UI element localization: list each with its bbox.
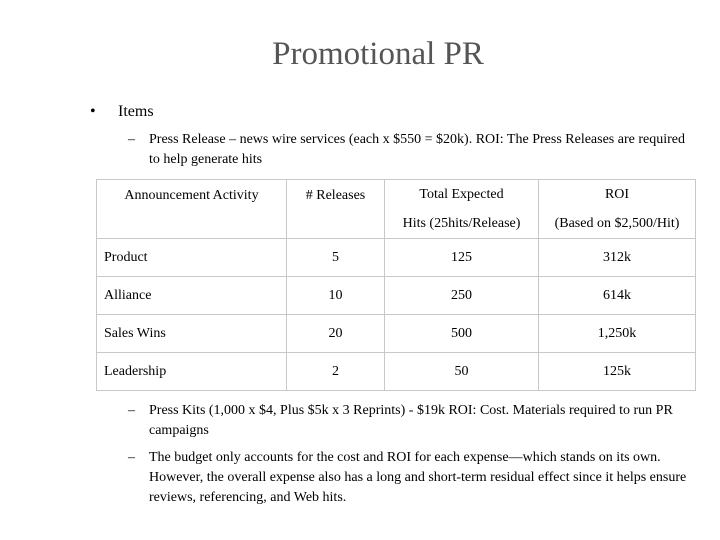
cell-hits: 50 [385,353,539,391]
sub-item-budget-note [128,448,698,508]
header-expected-line2: Hits (25hits/Release) [385,209,539,239]
table-row [97,315,696,353]
releases-table [96,179,696,391]
cell-roi: 312k [539,239,696,277]
header-expected-line1: Total Expected [385,180,539,210]
cell-activity: Alliance [97,277,287,315]
cell-activity: Sales Wins [97,315,287,353]
header-roi-line2: (Based on $2,500/Hit) [539,209,696,239]
dash-marker: – [128,403,135,418]
cell-releases: 10 [287,277,385,315]
table-header-row [97,180,696,210]
bullet-item [90,103,154,121]
cell-releases: 5 [287,239,385,277]
header-releases: # Releases [287,180,385,239]
cell-hits: 500 [385,315,539,353]
table-row [97,277,696,315]
sub-item-press-release [128,130,698,170]
dash-marker: – [128,132,135,147]
cell-releases: 20 [287,315,385,353]
cell-roi: 614k [539,277,696,315]
table-row [97,239,696,277]
cell-activity: Product [97,239,287,277]
sub-item-text: Press Release – news wire services (each x $550 = $20k). ROI: The Press Releases are required to help generate hits [149,132,685,167]
cell-releases: 2 [287,353,385,391]
header-roi-line1: ROI [539,180,696,210]
sub-item-text: The budget only accounts for the cost and ROI for each expense—which stands on its own. However, the overall expense also has a long and short-term residual effect since it helps ensure reviews, referencing, and Web hits. [149,450,687,505]
sub-item-press-kits [128,401,698,441]
dash-marker: – [128,450,135,465]
cell-activity: Leadership [97,353,287,391]
cell-roi: 1,250k [539,315,696,353]
cell-hits: 125 [385,239,539,277]
cell-roi: 125k [539,353,696,391]
bullet-text: Items [118,103,154,120]
cell-hits: 250 [385,277,539,315]
table-row [97,353,696,391]
sub-item-text: Press Kits (1,000 x $4, Plus $5k x 3 Reprints) - $19k ROI: Cost. Materials required to run PR campaigns [149,403,673,438]
bullet-dot: • [90,103,96,120]
header-activity: Announcement Activity [124,188,259,203]
slide-title: Promotional PR [272,36,484,72]
